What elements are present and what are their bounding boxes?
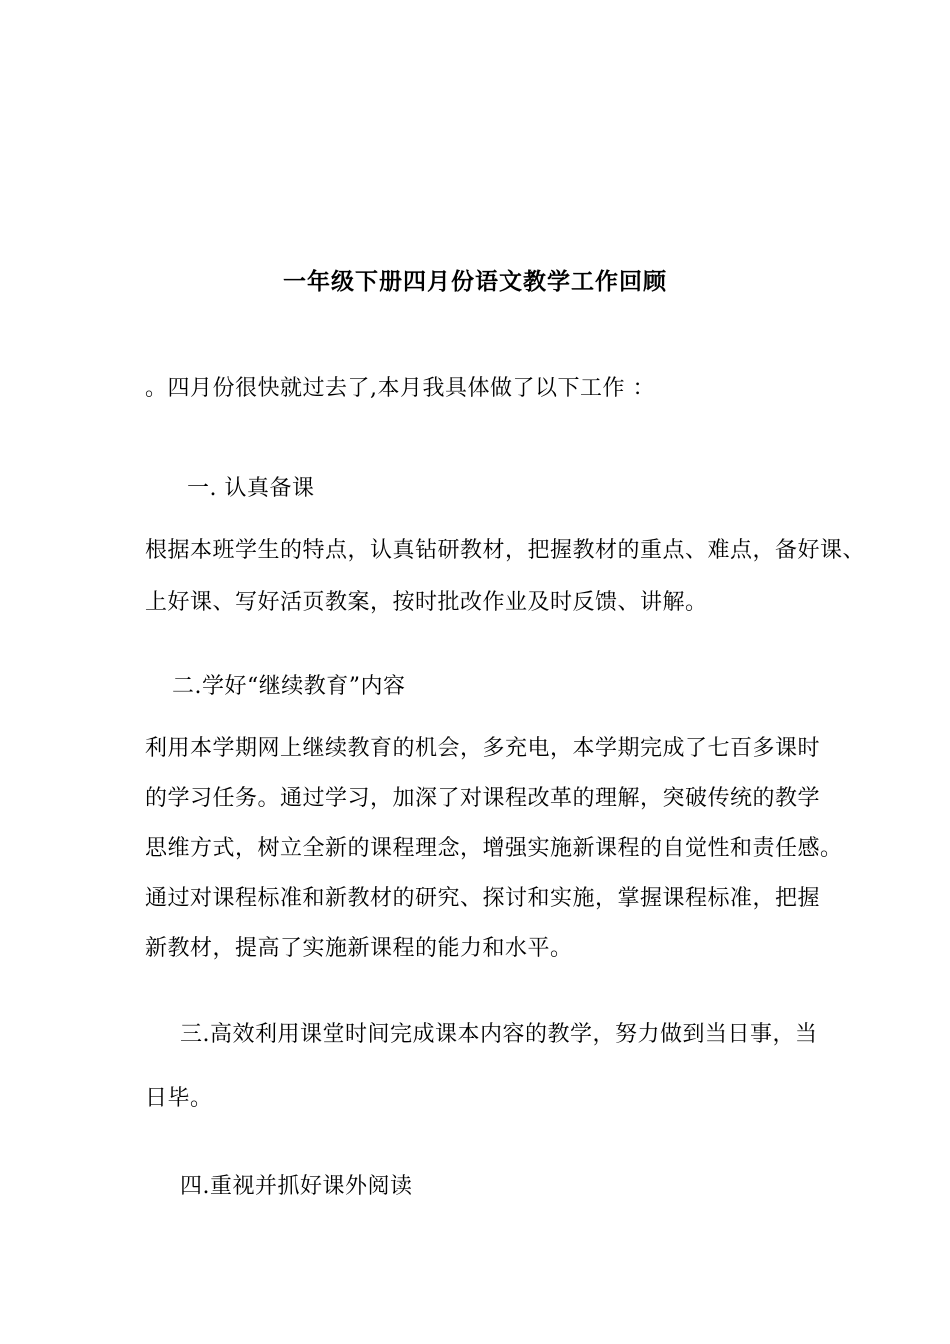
section-1-line-2: 上好课、写好活页教案，按时批改作业及时反馈、讲解。 — [145, 590, 708, 615]
section-heading-1: 一. 认真备课 — [187, 476, 315, 501]
section-1-line-1: 根据本班学生的特点，认真钻研教材，把握教材的重点、难点，备好课、 — [145, 538, 866, 563]
section-2-line-1: 利用本学期网上继续教育的机会，多充电，本学期完成了七百多课时 — [145, 736, 821, 761]
section-2-line-4: 通过对课程标准和新教材的研究、探讨和实施，掌握课程标准，把握 — [145, 886, 821, 911]
document-title: 一年级下册四月份语文教学工作回顾 — [283, 268, 667, 295]
intro-paragraph: 。四月份很快就过去了,本月我具体做了以下工作 ： — [145, 376, 655, 401]
section-heading-4: 四.重视并抓好课外阅读 — [180, 1174, 413, 1199]
section-2-line-5: 新教材，提高了实施新课程的能力和水平。 — [145, 936, 573, 961]
section-heading-2: 二.学好“继续教育”内容 — [172, 674, 406, 699]
section-2-line-2: 的学习任务。通过学习，加深了对课程改革的理解，突破传统的教学 — [145, 786, 821, 811]
section-3-line-1: 日毕。 — [145, 1086, 213, 1111]
section-2-line-3: 思维方式，树立全新的课程理念，增强实施新课程的自觉性和责任感。 — [145, 836, 843, 861]
section-heading-3: 三.高效利用课堂时间完成课本内容的教学，努力做到当日事，当 — [180, 1022, 818, 1047]
